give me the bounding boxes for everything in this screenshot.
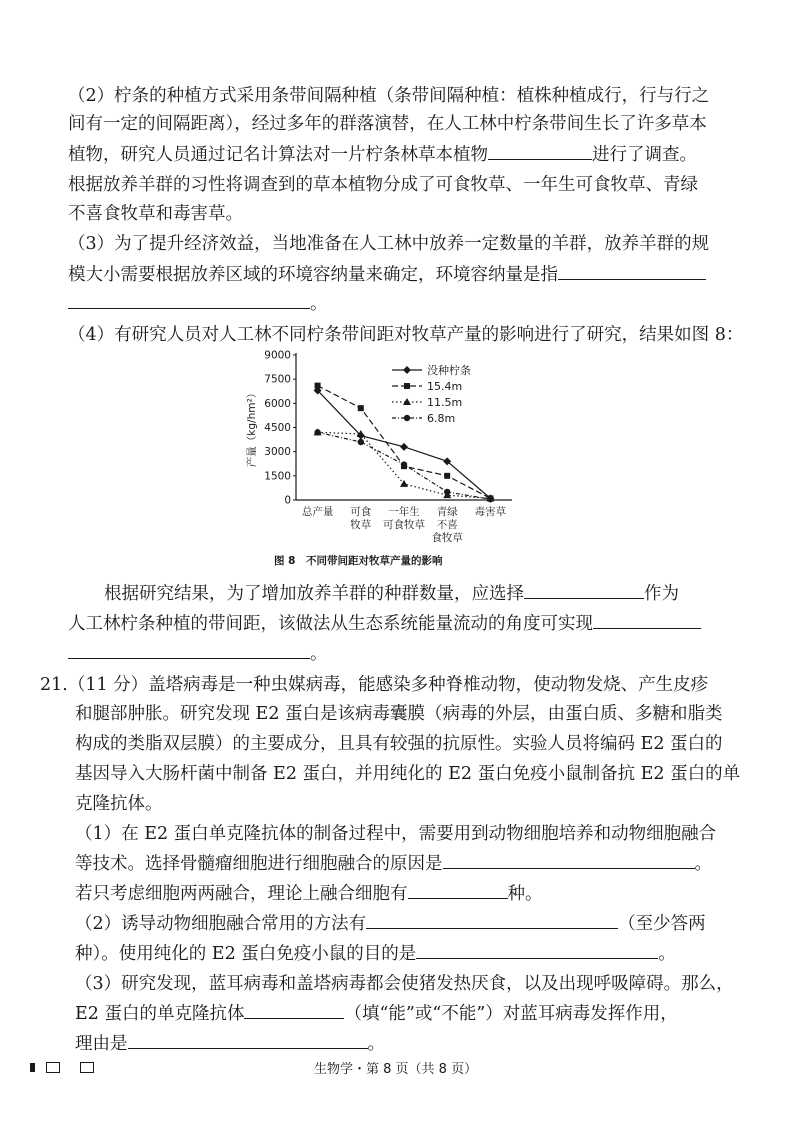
q21-p2-line-1-end: （至少答两 [618, 914, 706, 934]
q4-result-text-2: 人工林柠条种植的带间距，该做法从生态系统能量流动的角度可实现 [68, 614, 593, 634]
yield-line-chart [240, 342, 540, 552]
q2-line-5: 不喜食牧草和毒害草。 [68, 204, 243, 224]
y-tick-label: 7500 [264, 373, 291, 386]
q21-line-3: 构成的类脂双层膜）的主要成分，且具有较强的抗原性。实验人员将编码 E2 蛋白的 [75, 734, 723, 754]
series-4-point [358, 439, 364, 445]
answer-blank-q2-method[interactable] [488, 143, 592, 160]
x-tick-label: 可食 [350, 506, 372, 518]
answer-blank-q4-energy-b[interactable] [68, 642, 310, 659]
q2-line-3-text: 植物，研究人员通过记名计算法对一片柠条林草本植物 [68, 145, 488, 165]
legend-marker-2 [404, 383, 410, 389]
answer-blank-q21-3a[interactable] [244, 1002, 344, 1019]
answer-blank-q21-1b[interactable] [408, 882, 508, 899]
answer-blank-q4-spacing[interactable] [524, 582, 644, 599]
q21-p2-line-2 [75, 942, 676, 966]
q2-line-3 [68, 143, 697, 167]
q4-result-text-1b: 作为 [644, 584, 679, 604]
footer-box-1 [46, 1062, 60, 1073]
legend-label-1: 没种柠条 [427, 364, 471, 377]
y-tick-label: 3000 [264, 446, 291, 459]
footer-box-2 [80, 1062, 94, 1073]
answer-blank-q21-2b[interactable] [416, 942, 658, 959]
q2-line-2: 间有一定的间隔距离），经过多年的群落演替，在人工林中柠条带间生长了许多草本 [68, 114, 707, 134]
q21-p3-line-2 [75, 1002, 678, 1026]
q3-line-3 [68, 292, 328, 316]
q21-p2-line-1 [75, 912, 706, 936]
q4-result-line-2 [68, 612, 701, 636]
legend-label-3: 11.5m [427, 396, 463, 409]
y-axis-label: 产量（kg/hm²） [246, 387, 258, 468]
y-tick-label: 1500 [264, 470, 291, 483]
q21-p3-line-3-text: 理由是 [75, 1034, 128, 1054]
q3-line-2 [68, 263, 706, 287]
x-tick-label: 牧草 [350, 519, 372, 531]
chart-layer [245, 350, 512, 545]
answer-blank-q21-1a[interactable] [443, 852, 695, 869]
series-4-point [487, 496, 493, 502]
q21-p1-line-2-text: 等技术。选择骨髓瘤细胞进行细胞融合的原因是 [75, 854, 443, 874]
series-2-point [315, 383, 321, 389]
x-tick-label: 毒害草 [474, 506, 507, 518]
series-2-point [444, 473, 450, 479]
q4-intro: （4）有研究人员对人工林不同柠条带间距对牧草产量的影响进行了研究，结果如图 8： [68, 325, 744, 345]
q2-line-1: （2）柠条的种植方式采用条带间隔种植（条带间隔种植：植株种植成行，行与行之 [68, 86, 710, 106]
q21-p3-line-2-text: E2 蛋白的单克隆抗体 [75, 1004, 245, 1024]
x-tick-label: 总产量 [301, 506, 334, 518]
q21-line-5: 克隆抗体。 [75, 794, 163, 814]
q21-p1-line-3-text: 若只考虑细胞两两融合，理论上融合细胞有 [75, 884, 408, 904]
q3-line-1: （3）为了提升经济效益，当地准备在人工林中放养一定数量的羊群，放养羊群的规 [68, 234, 710, 254]
x-tick-label: 青绿 [436, 506, 458, 518]
legend-label-2: 15.4m [427, 380, 463, 393]
q4-result-line-3 [68, 642, 328, 666]
answer-blank-q3-a[interactable] [558, 263, 706, 280]
legend-marker-1 [403, 366, 411, 374]
q4-result-text-1: 根据研究结果，为了增加放养羊群的种群数量，应选择 [104, 584, 524, 604]
series-4-point [314, 429, 320, 435]
page-footer: 生物学・第 8 页（共 8 页） [314, 1062, 478, 1077]
y-tick-label: 4500 [264, 422, 291, 434]
answer-blank-q21-2a[interactable] [366, 912, 618, 929]
x-tick-label: 一年生 [388, 506, 420, 518]
q4-period: 。 [310, 644, 328, 664]
y-tick-label: 0 [284, 494, 291, 507]
answer-blank-q3-b[interactable] [68, 292, 310, 309]
q4-result-line-1 [104, 582, 679, 606]
q3-period: 。 [310, 294, 328, 314]
q3-line-2-text: 模大小需要根据放养区域的环境容纳量来确定，环境容纳量是指 [68, 265, 558, 285]
q21-line-4: 基因导入大肠杆菌中制备 E2 蛋白，并用纯化的 E2 蛋白免疫小鼠制备抗 E2 蛋白的单 [75, 764, 741, 784]
q21-p2-line-2-text: 种）。使用纯化的 E2 蛋白免疫小鼠的目的是 [75, 944, 417, 964]
series-4-point [444, 489, 450, 495]
scan-mark [30, 1063, 35, 1072]
q21-p2-line-1-text: （2）诱导动物细胞融合常用的方法有 [75, 914, 367, 934]
q21-p3-line-3-end: 。 [367, 1034, 385, 1054]
x-tick-label: 食牧草 [431, 532, 463, 544]
series-4-point [401, 461, 407, 467]
series-2-point [358, 405, 364, 411]
figure-caption: 图 8 不同带间距对牧草产量的影响 [274, 555, 443, 567]
q2-line-4: 根据放养羊群的习性将调查到的草本植物分成了可食牧草、一年生可食牧草、青绿 [68, 175, 698, 195]
x-tick-label: 可食牧草 [383, 519, 425, 531]
q21-p3-line-1: （3）研究发现，蓝耳病毒和盖塔病毒都会使猪发热厌食，以及出现呼吸障碍。那么， [75, 974, 734, 994]
q2-line-3-end: 进行了调查。 [592, 145, 697, 165]
answer-blank-q4-energy-a[interactable] [593, 612, 701, 629]
q21-p1-line-2-end: 。 [694, 854, 712, 874]
legend-marker-4 [404, 415, 410, 421]
q21-line-1: 21.（11 分）盖塔病毒是一种虫媒病毒，能感染多种脊椎动物，使动物发烧、产生皮疹 [40, 675, 709, 695]
q21-p2-line-2-end: 。 [658, 944, 676, 964]
q21-line-2: 和腿部肿胀。研究发现 E2 蛋白是该病毒囊膜（病毒的外层，由蛋白质、多糖和脂类 [75, 704, 723, 724]
x-tick-label: 不喜 [436, 519, 458, 531]
q21-p1-line-3 [75, 882, 543, 906]
q21-p1-line-2 [75, 852, 712, 876]
series-1-point [400, 443, 408, 451]
q21-p3-line-3 [75, 1032, 385, 1056]
y-tick-label: 6000 [264, 397, 291, 410]
q21-p3-line-2-mid: （填“能”或“不能”）对蓝耳病毒发挥作用， [344, 1004, 678, 1024]
q21-p1-line-3-end: 种。 [507, 884, 543, 904]
y-tick-label: 9000 [264, 349, 291, 362]
legend-label-4: 6.8m [427, 412, 456, 425]
q21-p1-line-1: （1）在 E2 蛋白单克隆抗体的制备过程中，需要用到动物细胞培养和动物细胞融合 [75, 824, 717, 844]
answer-blank-q21-3b[interactable] [128, 1032, 368, 1049]
